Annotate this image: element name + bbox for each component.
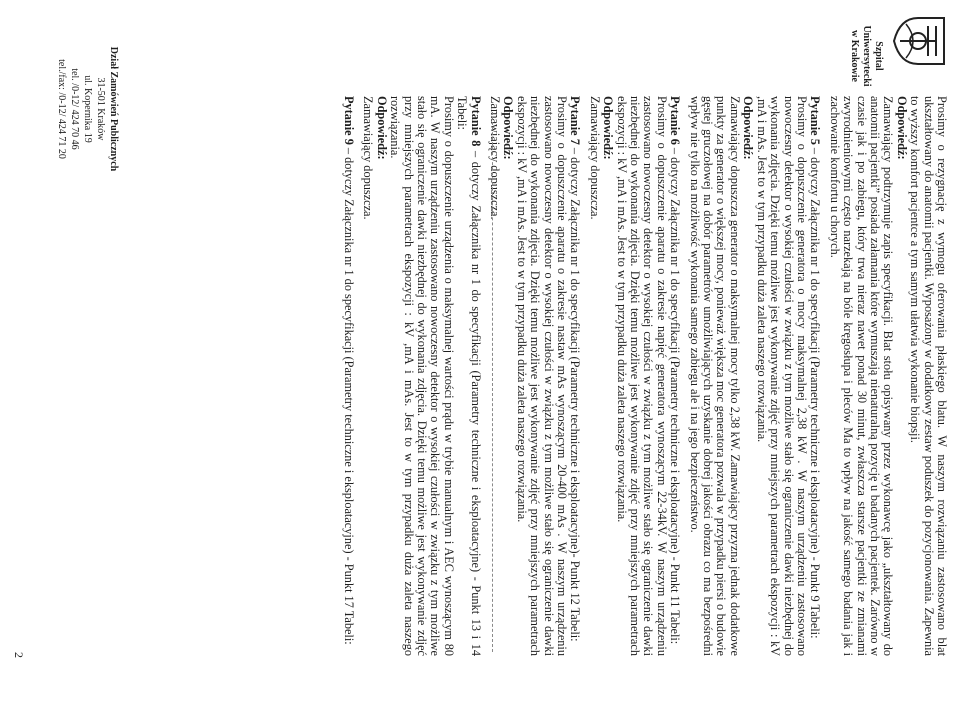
question-text: Prosimy o dopuszczenie generatora o mocy maksymalnej 2,38 kW . W naszym urządzeniu zastosowano nowoczesny detektor o wysokiej czułości w związku z tym możliwe stało się ograniczenie dawki niezbędnej do wykonania zdjęcia. Dzięki temu możliwe jest wykonywanie zdjęć przy mniejszych parametrach ekspozycji : kV ,mA i mAs. Jest to w tym przypadku duża zaleta naszego rozwiązania. [754,96,809,656]
question-title-rest: – dotyczy Załącznika nr 1 do specyfikacji (Parametry techniczne i eksploatacyjne)- Punkt 12 Tabeli: [568,144,583,642]
answer-label: Odpowiedź: [501,96,516,160]
question-title [668,96,681,656]
address-line: 31-501 Kraków [95,77,106,141]
question-text: Prosimy o dopuszczenie urządzenia o maksymalnej wartości prądu w trybie manualnym i AEC wynoszącym 80 mA. W naszym urządzeniu zastosowano nowoczesny detektor o wysokiej czułości w związku z tym możliwe stało się ograniczenie dawki niezbędnej do wykonania zdjęcia. Dzięki temu możliwe jest wykonywanie zdjęć przy mniejszych parametrach ekspozycji : kV ,mA i mAs. Jest to w tym przypadku duża zaleta naszego rozwiązania. [388,96,456,656]
question-5 [687,96,821,656]
question-title-rest: – dotyczy Załącznika nr 1 do specyfikacji (Parametry techniczne i eksploatacyjne) - Punkt 11 Tabeli: [668,144,683,645]
intro-section [827,96,948,656]
document-body [336,96,948,656]
answer-label: Odpowiedź: [741,96,756,160]
question-8 [361,96,482,656]
answer-text: Zamawiający dopuszcza. [587,96,602,220]
question-number: Pytanie 5 [808,96,823,145]
answer-text: Zamawiający dopuszcza. [488,96,502,220]
question-title-rest: – dotyczy Załącznika nr 1 do specyfikacji (Parametry techniczne i eksploatacyjne) - Punkt 13 i 14 Tabeli: [455,96,483,656]
question-text: Prosimy o dopuszczenie aparatu o zakresie napięć generatora wynoszącym 22-34kV. W naszym urządzeniu zastosowano nowoczesny detektor o wysokiej czułości w związku z tym możliwe stało się ograniczenie dawki niezbędnej do wykonania zdjęcia. Dzięki temu możliwe jest wykonywanie zdjęć przy mniejszych parametrach ekspozycji : kV ,mA i mAs. Jest to w tym przypadku duża zaleta naszego rozwiązania. [614,96,669,656]
page-number: 2 [12,652,26,658]
question-title [808,96,821,656]
question-number: Pytanie 9 [341,96,356,145]
question-7 [488,96,582,656]
answer-label: Odpowiedź: [894,96,909,160]
question-6 [587,96,681,656]
question-number: Pytanie 8 [468,96,483,147]
hospital-name-line: w Krakowie [849,30,860,82]
hospital-crest-icon [892,12,948,70]
address-line: ul. Kopernika 19 [82,75,93,143]
answer-text: Zamawiający dopuszcza generator o maksymalnej mocy tylko 2,38 kW. Zamawiający przyzna jednak dodatkowe punkty za generator o większej mocy, ponieważ większa moc generatora pozwala w przypadku piersi o budowie gęstej gruczołowej na dobór parametrów umożliwiających uzyskanie dobrej jakości obrazu co ma bezpośredni wpływ nie tylko na możliwość wykonania samego zabiegu ale i na jego bezpieczeństwo. [687,96,742,656]
hospital-name [848,12,884,100]
question-title-rest: – dotyczy Załącznika nr 1 do specyfikacji (Parametry techniczne i eksploatacyjne) - Punkt 17 Tabeli: [341,144,356,645]
hospital-name-line: Uniwersytecki [861,25,872,87]
hospital-name-line: Szpital [873,41,884,71]
answer-text: Zamawiający dopuszcza. [361,96,376,220]
intro-answer-text: Zamawiający podtrzymuje zapis specyfikacji. Blat stołu opisywany przez wykonawcę jako „ukształtowany do anatomii pacjentki” posiada załamania które wymuszają nienaturalną pozycję u badanych pacjentek. Zarówno w czasie jak i po zabiegu, który trwa nieraz nawet ponad 30 minut, zwłaszcza starsze pacjentki ze zmianami zwyrodnieniowymi często narzekają na bóle kręgosłupa i pleców Ma to wpływ na jakość samego badania jak i zachowanie komfortu u chorych. [827,96,896,656]
intro-question-text: Prosimy o rezygnację z wymogu oferowania płaskiego blatu. W naszym rozwiązaniu zastosowano blat ukształtowany do anatomii pacjentki. Wyposażony w dodatkowy zestaw poduszek do pozycjonowania. Zapewnia to wyższy komfort pacjentce a tym samym ułatwia wykonanie biopsji. [908,96,949,656]
order-department-contact [55,14,120,204]
question-title [568,96,581,656]
answer-label: Odpowiedź: [374,96,389,160]
fax-line: tel./fax: /0-12/ 424 71 20 [56,59,67,159]
question-number: Pytanie 6 [668,96,683,145]
divider-line [492,112,493,652]
question-text: Prosimy o dopuszczenie aparatu o zakresie nastaw mAs wynoszącym 20-400 mAs . W naszym urządzeniu zastosowano nowoczesny detektor o wysokiej czułości w związku z tym możliwe stało się ograniczenie dawki niezbędnej do wykonania zdjęcia. Dzięki temu możliwe jest wykonywanie zdjęć przy mniejszych parametrach ekspozycji : kV ,mA i mAs. Jest to w tym przypadku duża zaleta naszego rozwiązania. [514,96,570,656]
department-title: Dział Zamówień Publicznych [108,46,119,172]
question-9 [342,96,355,656]
question-title [455,96,482,656]
phone-line: tel. /0-12/ 424 70 46 [69,68,80,150]
question-number: Pytanie 7 [568,96,583,145]
answer-label: Odpowiedź: [601,96,616,160]
question-title-rest: – dotyczy Załącznika nr 1 do specyfikacji (Parametry techniczne i eksploatacyjne) - Punkt 9 Tabeli: [808,144,823,639]
question-title [342,96,355,656]
